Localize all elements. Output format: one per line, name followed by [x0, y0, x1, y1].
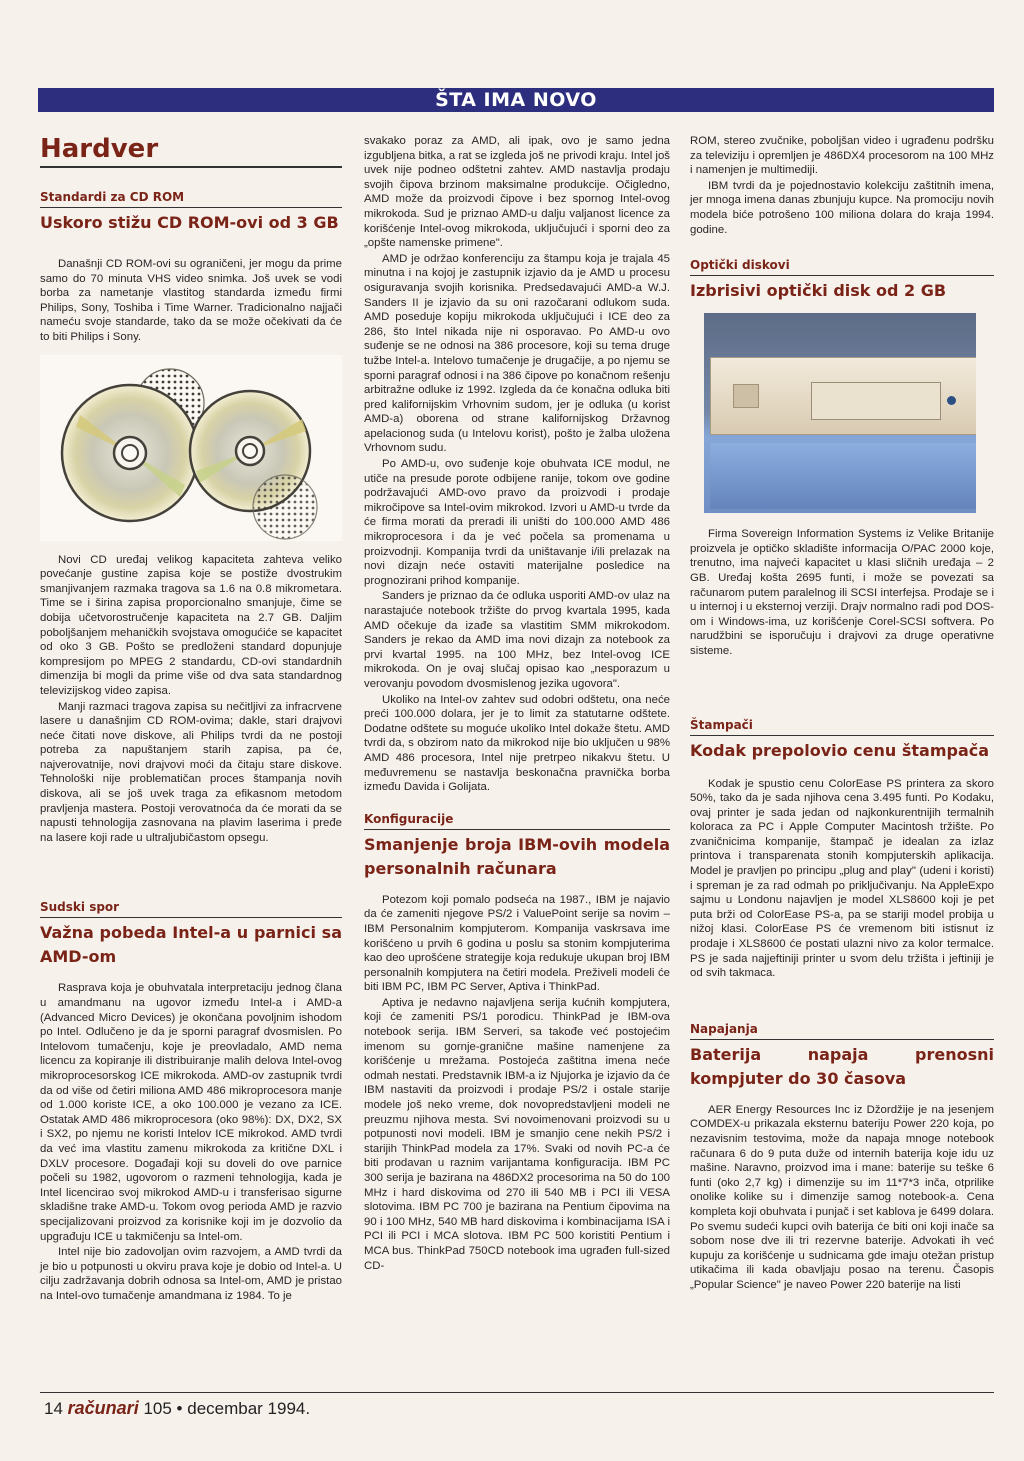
category-label: Štampači	[690, 718, 994, 736]
article-paragraph: Rasprava koja je obuhvatala interpretaciju jednog člana u amandmanu na ugovor između Intel-a i AMD-a (Advanced Micro Devices) je okončana povoljnim ishodom po Intel. Odlučeno je da je sporni paragraf dvosmislen. Po Intelovom tumačenju, koje je preovladalo, AMD nema licencu za kopiranje ili distribuiranje malih delova Intel-ovog mikroprocesorskog ICE mikrokoda. AMD-ov zastupnik tvrdi da od više od četiri miliona AMD 486 mikroprocesora manje od 1.000 koriste ICE, a oko 100.000 je vezano za ICE. Ostatak AMD 486 mikroprocesora (oko 98%): DX, DX2, SX i SX2, po njemu ne koristi Intelov ICE mikrokod. AMD tvrdi da već ima vlastitu zamenu mikrokoda za kritične DXL i DXLV procesore. Događaji koji su doveli do ove parnice počeli su 1982, ugovorom o razmeni tehnologija, kada je Intel licencirao svoj mikrokod AMD-u i transferisao sigurne skladišne trake AMD-u. Tokom ovog perioda AMD je razvio specijalizovani proizvod za korisnike koji im je dozvolio da upgrađuju ICE u takmičenju sa Intel-om.	[40, 982, 342, 1243]
drive-unit	[710, 357, 976, 435]
drive-logo-icon	[733, 384, 759, 408]
article-headline: Uskoro stižu CD ROM-ovi od 3 GB	[40, 213, 339, 232]
cd-discs-image	[40, 355, 342, 541]
article-paragraph: Intel nije bio zadovoljan ovim razvojem, a AMD tvrdi da je bio u potpunosti u okviru prava koje je dobio od Intel-a. U cilju zadržavanja dobrih odnosa sa Intel-om, AMD je pristao na Intel-ovo tumačenje amandmana iz 1984. To je	[40, 1246, 342, 1302]
column-middle	[364, 134, 670, 1274]
section-banner: ŠTA IMA NOVO	[38, 88, 994, 112]
footer-text	[44, 1398, 310, 1419]
issue-number: 105	[143, 1399, 172, 1418]
article-paragraph: AMD je održao konferenciju za štampu koja je trajala 45 minutna i na kojoj je zastupnik izjavio da je AMD u procesu osiguravanja svojih korisnika. Predsedavajući AMD-a W.J. Sanders II je izjavio da su oni razočarani odlukom suda. AMD poseduje kopiju mikrokoda uključujući i ICE deo za 286, što Intel nikada nije ni osporavao. Po AMD-u ovo suđenje se ne odnosi na 386 procesore, koji su tema druge tužbe Intel-a. Intelovo tumačenje je drugačije, a po njemu se sporni paragraf odnosi i na 386 čipove po konačnom rešenju arbitražne odluke iz 1992. Izgleda da će konačna odluka biti pred kalifornijskim Vrhovnim sudom, jer je odluka (u korist AMD-a) oborena od strane kalifornijskog Državnog apelacionog suda (u Intelovu korist), pošto je žalba uložena Vrhovnom sudu.	[364, 252, 670, 455]
article-paragraph: Novi CD uređaj velikog kapaciteta zahteva veliko povećanje gustine zapisa koje se postiže dvostrukim smanjivanjem razmaka tragova sa 1.6 na 0.8 mikrometara. Time se i širina zapisa proporcionalno smanjuje, čime se dobija učetvorostručenje kapaciteta na 2.7 GB. Daljim poboljšanjem mehaničkih svojstava omogućiće se kapacitet od oko 3 GB. Pošto se predloženi standard dopunjuje kompresijom po MPEG 2 standardu, CD-ovi standardnih dimenzija bi mogli da prime više od dva sata standardnog televizijskog video zapisa.	[40, 553, 342, 697]
article-headline: Kodak prepolovio cenu štampača	[690, 740, 990, 760]
article-paragraph: Po AMD-u, ovo suđenje koje obuhvata ICE modul, ne utiče na presude porote odbijene ranije, tokom ove godine podržavajući AMD-ovo pravo da proizvodi i prodaje mikročipove sa Intel-ovim mikrokod. Izvori u AMD-u tvrde da će firma morati da preradi ili uništi do 100.000 AMD 486 mikroprocesora i da je već počela sa promenama u proizvodnji. Kompanija tvrdi da uništavanje i/ili prelazak na novi dizajn neće ostaviti materijalne posledice na prognozirani prihod kompanije.	[364, 458, 670, 587]
article-paragraph: AER Energy Resources Inc iz Džordžije je na jesenjem COMDEX-u prikazala eksternu bateriju Power 220 koja, po nezavisnim testovima, može da napaja mnoge notebook računara 6 do 9 puta duže od internih baterija koje idu uz mašine. Naravno, proizvod ima i mane: baterije su teške 6 funti (oko 2,7 kg) i dimenzije su im 11*7*3 inča, otprilike onolike kolike su i dimenzije samog notebook-a. Cena kompleta koji obuhvata i punjač i set kablova je 6499 dolara. Po svemu sudeći kupci ovih baterija će biti oni koji inače sa sobom nose dve ili tri rezervne baterije. Advokati ih već kupuju za korišćenje u sudnicama gde imaju otežan pristup utikačima ili kada obavljaju posao na terenu. Časopis „Popular Science" je naveo Power 220 baterije na listi	[690, 1103, 994, 1291]
article-paragraph: IBM tvrdi da je pojednostavio kolekciju zaštitnih imena, jer mnoga imena danas zbunjuju kupce. Na promociju novih modela biće potrošeno 100 miliona dolara do kraja 1994. godine.	[690, 179, 994, 236]
page-number: 14	[44, 1399, 63, 1418]
cd-illustration	[40, 355, 342, 541]
magnified-track-icon	[253, 475, 317, 539]
article-paragraph: Današnji CD ROM-ovi su ograničeni, jer mogu da prime samo do 70 minuta VHS video snimka. Još uvek se vodi borba za nametanje vlastitog standarda između firmi Philips, Sony, Toshiba i Time Warner. Tradicionalno najjači nameću svoje standarde, tako da se može očekivati da će to biti Philips i Sony.	[40, 258, 342, 343]
optical-drive-photo	[704, 313, 976, 513]
category-label: Standardi za CD ROM	[40, 190, 342, 208]
article-paragraph: Ukoliko na Intel-ov zahtev sud odobri odštetu, ona neće preći 100.000 dolara, jer je to limit za statutarne odštete. Dodatne odštete su moguće ukoliko Intel dokaže štetu. AMD tvrdi da, s obzirom nato da mikrokod nije bio uključen u 98% AMD 486 procesora, Intel nije pretrpeo nikakvu štetu. U međuvremenu se nastavlja beskonačna pravnička borba između Davida i Golijata.	[364, 693, 670, 794]
article-paragraph: Kodak je spustio cenu ColorEase PS printera za skoro 50%, tako da je sada njihova cena 3.495 funti. Po Kodaku, ovaj printer je sada jedan od najkonkurentnijih termalnih kolorаca za PC i Apple Computer Macintosh tržište. Po zvaničnicima kompanije, štampač je idealan za izlaz printova i transparenata stonih kompjuterskih aplikacija. Model je pravljen po principu „plug and play" (udeni i koristi) i spreman je za rad odmah po priključivanju. Na AppleExpo sajmu u Londonu najavljen je model XLS8600 koji je pet puta brži od ColorEase PS-a, pa se stariji model probija u nižoj klasi. ColorEase PS će vremenom biti istisnut iz prodaje i XLS8600 će postati ulazni nivo za kolor termalce. PS je sada najjeftiniji printer u svom delu tržišta i jeftiniji je od svih takmaca.	[690, 777, 994, 980]
category-label: Optički diskovi	[690, 258, 994, 276]
article-headline: Smanjenje broja IBM-ovih modela personalnih računara	[364, 834, 670, 878]
category-label: Sudski spor	[40, 900, 342, 918]
footer-bullet: •	[176, 1399, 183, 1418]
article-paragraph: Aptiva je nedavno najavljena serija kućnih kompjutera, koji će zameniti PS/1 porodicu. ThinkPad je IBM-ova notebook serija. IBM Serveri, sa takođe već postojećim imenom su gornje-granične mašine namenjene za korišćenje u mrežama. Postojeća zaštitna imena neće odmah nestati. Predstavnik IBM-a iz Njujorka je izjavio da će IBM nastaviti da proizvodi i prodaje PS/2 i ostale starije modele još neko vreme, dok novopredstavljeni modeli ne preuzmu njihova mesta. Svi novoimenovani proizvodi su u potpunosti novi modeli. IBM je smanjio cene nekih PS/2 i starijih ThinkPad modela za 17%. Svaki od novih PC-a će biti prodavan u raznim varijantama konfiguracija. IBM PC 300 serija je bazirana na 486DX2 procesorima na 50 do 100 MHz i hard diskovima od 270 ili 540 MB i PCI ili VESA slotovima. IBM PC 700 je bazirana na Pentium čipovima na 90 i 100 MHz, 540 MB hard diskovima i kombinacijama ISA i PCI ili PCI i MCA slotova. IBM PC 500 koristiti Pentium i MCA bus. ThinkPad 750CD notebook ima ugrađen full-sized CD-	[364, 996, 670, 1272]
category-label: Konfiguracije	[364, 812, 670, 830]
article-paragraph: Firma Sovereign Information Systems iz Velike Britanije proizvela je optičko skladište informacija O/PAC 2000 koje, trenutno, ima najveći kapacitet u klasi sličnih uređaja – 2 GB. Uređaj košta 2695 funti, i može se povezati sa računarom putem paralelnog ili SCSI interfejsa. Prodaje se i u internoj i u eksternoj verziji. Drajv normalno radi pod DOS-om i Windows-ima, uz korišćenje Corel-SCSI softvera. Po narudžbini se isporučuju i drajvovi za druge operativne sisteme.	[690, 528, 994, 657]
article-headline: Izbrisivi optički disk od 2 GB	[690, 281, 947, 301]
article-paragraph: Potezom koji pomalo podseća na 1987., IBM je najavio da će zameniti njegove PS/2 i ValuePoint serije sa novim – IBM Personalnim kompjuterom. Kompanija vaskrsava ime korišćeno u prvih 6 godina u poslu sa stonim kompjuterima kao deo uprošćene strategije koja redukuje ukupan broj IBM personalnih kompjutera na četiri modela. Preživeli modeli će biti IBM PC, IBM PC Server, Aptiva i ThinkPad.	[364, 893, 670, 994]
magazine-brand: računari	[67, 1398, 139, 1418]
article-headline: Važna pobeda Intel-a u parnici sa AMD-om	[40, 923, 342, 967]
page-footer	[40, 1392, 994, 1420]
eject-button-icon	[947, 396, 956, 405]
article-paragraph: Sanders je priznao da će odluka usporiti AMD-ov ulaz na narastajuće notebook tržište do prvog kvartala 1995, kada AMD očekuje da izađe sa vlastitim SMM mikrokodom. Sanders je rekao da AMD ima novi dizajn za notebook za prvi kvartal 1995. na 100 MHz, bez Intel-ovog ICE mikrokoda. On je ovaj slučaj opisao kao „nesporazum u verovanju povodom dvosmislenog jezika ugovora".	[364, 590, 670, 690]
article-paragraph: Manji razmaci tragova zapisa su nečitljivi za infracrvene lasere u današnjim CD ROM-ovima; dakle, stari drajvovi neće čitati nove diskove, ali Philips tvrdi da ne postoji potreba za napuštanjem starih zapisa, pa će, najverovatnije, novi drajvovi moći da čitaju stare diskove. Tehnološki nije problematičan proces štampanja novih diskova, ali se još uvek traga za efikasnom metodom pravljenja mastera. Postoji verovatnoća da će morati da se napusti tehnologija zasnovana na plavim laserima i pređe na lasere koji rade u ultraljubičastom opsegu.	[40, 700, 342, 844]
article-headline: Baterija napaja prenosni kompjuter do 30 časova	[690, 1044, 994, 1088]
drive-reflection	[710, 443, 976, 509]
category-label: Napajanja	[690, 1022, 994, 1040]
column-left	[40, 134, 342, 1305]
disk-bay	[811, 382, 941, 420]
issue-date: decembar 1994.	[187, 1399, 311, 1418]
footer-rule	[40, 1392, 994, 1393]
article-paragraph: ROM, stereo zvučnike, poboljšan video i ugrađenu podršku za televiziju i opremljen je 486DX4 procesorom na 100 MHz i namenjen je multimediji.	[690, 135, 994, 177]
article-paragraph: svakako poraz za AMD, ali ipak, ovo je samo jedna izgubljena bitka, a rat se izgleda još ne privodi kraju. Intel još uvek nije podneo odštetni zahtev. AMD nastavlja prodaju svojih čipova brzinom maksimalne produkcije. Očigledno, AMD može da proizvodi čipove i bez spornog Intel-ovog mikrokoda. Sud je priznao AMD-u dalju valjanost licence za korišćenje Intel-ovog mikrokoda, uključujući i sporni deo za „opšte namenske primene".	[364, 135, 670, 250]
section-title: Hardver	[40, 134, 342, 168]
column-right	[690, 134, 994, 1294]
